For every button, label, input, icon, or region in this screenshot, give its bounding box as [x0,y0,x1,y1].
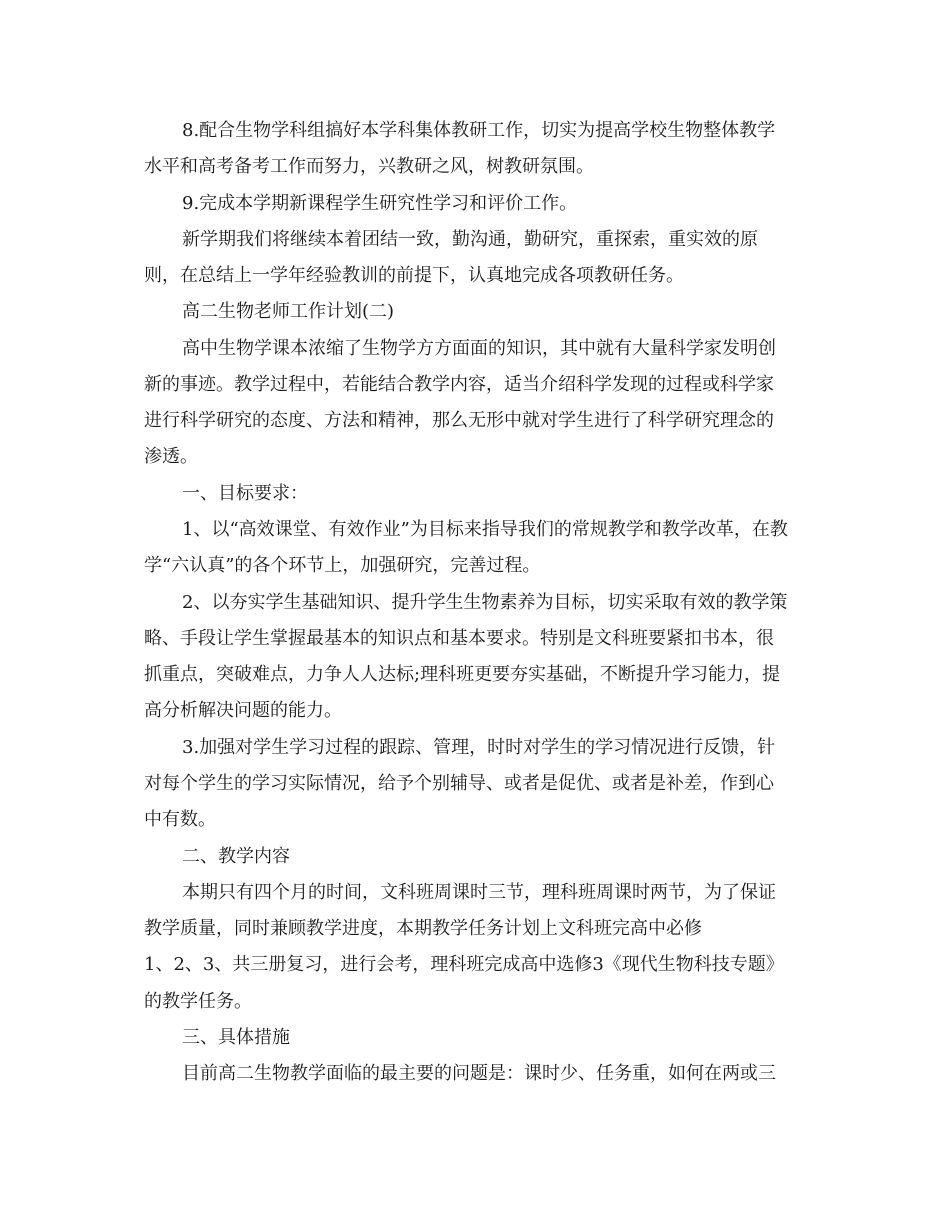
paragraph-line: 学“六认真”的各个环节上，加强研究，完善过程。 [144,555,541,576]
paragraph-line: 高分析解决问题的能力。 [144,700,342,721]
section-heading: 三、具体措施 [182,1027,290,1048]
paragraph-line: 2、以夯实学生基础知识、提升学生生物素养为目标，切实采取有效的教学策 [182,592,788,613]
paragraph-line: 目前高二生物教学面临的最主要的问题是：课时少、任务重，如何在两或三 [182,1063,776,1084]
paragraph-line: 本期只有四个月的时间，文科班周课时三节，理科班周课时两节，为了保证 [182,882,776,903]
paragraph-line: 1、以“高效课堂、有效作业”为目标来指导我们的常规教学和教学改革，在教 [182,519,788,540]
paragraph-line: 对每个学生的学习实际情况，给予个别辅导、或者是促优、或者是补差，作到心 [144,773,774,794]
paragraph-line: 中有数。 [144,809,216,830]
paragraph-line: 略、手段让学生掌握最基本的知识点和基本要求。特别是文科班要紧扣书本，很 [144,628,774,649]
paragraph-line: 抓重点，突破难点，力争人人达标;理科班更要夯实基础，不断提升学习能力，提 [144,664,781,685]
paragraph-line: 3.加强对学生学习过程的跟踪、管理，时时对学生的学习情况进行反馈，针 [182,737,776,758]
paragraph-line: 1、2、3、共三册复习，进行会考，理科班完成高中选修3《现代生物科技专题》 [144,954,784,975]
paragraph-line: 则，在总结上一学年经验教训的前提下，认真地完成各项教研任务。 [144,265,684,286]
paragraph-line: 新学期我们将继续本着团结一致，勤沟通，勤研究，重探索，重实效的原 [182,229,758,250]
paragraph-line: 的教学任务。 [144,991,252,1012]
paragraph-line: 9.完成本学期新课程学生研究性学习和评价工作。 [182,193,578,214]
section-heading: 一、目标要求： [182,483,308,504]
paragraph-line: 教学质量，同时兼顾教学进度，本期教学任务计划上文科班完高中必修 [144,918,702,939]
section-heading: 二、教学内容 [182,846,290,867]
paragraph-line: 新的事迹。教学过程中，若能结合教学内容，适当介绍科学发现的过程或科学家 [144,374,774,395]
paragraph-line: 高中生物学课本浓缩了生物学方方面面的知识，其中就有大量科学家发明创 [182,338,776,359]
paragraph-line: 8.配合生物学科组搞好本学科集体教研工作，切实为提高学校生物整体教学 [182,120,776,141]
paragraph-line: 进行科学研究的态度、方法和精神，那么无形中就对学生进行了科学研究理念的 [144,410,774,431]
paragraph-line: 渗透。 [144,446,198,467]
paragraph-line: 水平和高考备考工作而努力，兴教研之风，树教研氛围。 [144,156,594,177]
section-heading: 高二生物老师工作计划(二) [182,301,395,322]
